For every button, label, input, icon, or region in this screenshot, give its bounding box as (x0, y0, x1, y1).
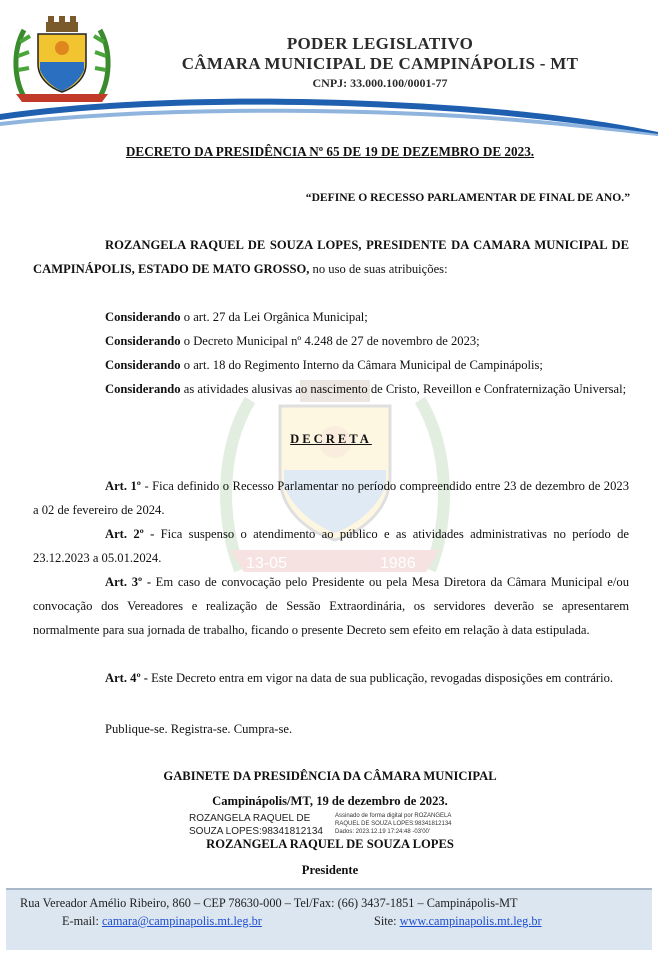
considerando-1 (33, 305, 629, 329)
considerando-text: o art. 18 do Regimento Interno da Câmara Municipal de Campinápolis; (180, 358, 543, 372)
article-label: Art. 3º - (105, 575, 152, 589)
publique-line: Publique-se. Registra-se. Cumpra-se. (105, 722, 293, 736)
decreta-heading: DECRETA (290, 432, 372, 446)
email-label: E-mail: (62, 914, 102, 928)
considerando-label: Considerando (105, 382, 181, 396)
footer-address: Rua Vereador Amélio Ribeiro, 860 – CEP 78630-000 – Tel/Fax: (66) 3437-1851 – Campinápolis-MT (20, 896, 518, 910)
footer-site (374, 914, 542, 929)
article-label: Art. 2º - (105, 527, 155, 541)
decree-ementa: “DEFINE O RECESSO PARLAMENTAR DE FINAL DE ANO.” (305, 191, 630, 204)
header-cnpj: CNPJ: 33.000.100/0001-77 (312, 76, 448, 90)
considerando-label: Considerando (105, 334, 181, 348)
article-label: Art. 4º - (105, 671, 148, 685)
header-chamber-name: CÂMARA MUNICIPAL DE CAMPINÁPOLIS - MT (181, 54, 579, 73)
considerando-text: as atividades alusivas ao nascimento de Cristo, Reveillon e Confraternização Universal; (180, 382, 627, 396)
signature-name-line: SOUZA LOPES:98341812134 (189, 826, 323, 837)
header-swoosh-decoration (0, 92, 658, 136)
site-label: Site: (374, 914, 400, 928)
article-text: Este Decreto entra em vigor na data de sua publicação, revogadas disposições em contrário. (147, 671, 614, 685)
article-2 (33, 522, 629, 570)
decree-title: DECRETO DA PRESIDÊNCIA Nº 65 DE 19 DE DEZEMBRO DE 2023. (125, 144, 535, 159)
article-text: Fica suspenso o atendimento ao público e as atividades administrativas no período de 23.12.2023 a 05.01.2024. (33, 527, 629, 565)
president-role: Presidente (301, 863, 359, 877)
signature-meta-line: Dados: 2023.12.19 17:24:48 -03'00' (335, 829, 431, 835)
signature-name-line: ROZANGELA RAQUEL DE (189, 813, 311, 824)
local-date: Campinápolis/MT, 19 de dezembro de 2023. (212, 794, 448, 808)
gabinete-line: GABINETE DA PRESIDÊNCIA DA CÂMARA MUNICIPAL (163, 769, 497, 783)
considerando-4 (33, 377, 629, 401)
considerando-2 (33, 329, 629, 353)
article-3 (33, 570, 629, 642)
considerando-text: o Decreto Municipal nº 4.248 de 27 de novembro de 2023; (180, 334, 480, 348)
article-text: Em caso de convocação pelo Presidente ou pela Mesa Diretora da Câmara Municipal e/ou convocação dos Vereadores e realização de Sessão Extraordinária, os servidores deverão se apresentarem normalmente para sua jornada de trabalho, ficando o presente Decreto sem efeito em relação à data estipulada. (33, 575, 629, 637)
article-label: Art. 1º (105, 479, 141, 493)
watermark-year-right: 1986 (380, 555, 416, 572)
considerando-label: Considerando (105, 310, 181, 324)
article-text: - Fica definido o Recesso Parlamentar no período compreendido entre 23 de dezembro de 2023 a 02 de fevereiro de 2024. (33, 479, 629, 517)
intro-paragraph (33, 233, 629, 281)
signature-meta-line: Assinado de forma digital por ROZANGELA (335, 813, 452, 819)
article-4 (33, 666, 629, 690)
president-name: ROZANGELA RAQUEL DE SOUZA LOPES (206, 837, 454, 851)
email-link[interactable]: camara@campinapolis.mt.leg.br (101, 914, 262, 928)
footer-email (62, 914, 262, 929)
page-footer (6, 888, 652, 950)
intro-rest: no uso de suas atribuições: (309, 262, 448, 276)
considerando-3 (33, 353, 629, 377)
header-title: PODER LEGISLATIVO (286, 34, 474, 53)
digital-signature-meta (335, 812, 495, 836)
watermark-year-left: 13-05 (246, 555, 287, 572)
intro-bold: ROZANGELA RAQUEL DE SOUZA LOPES, PRESIDENTE DA CAMARA MUNICIPAL DE CAMPINÁPOLIS, ESTADO DE MATO GROSSO, (33, 238, 629, 276)
site-link[interactable]: www.campinapolis.mt.leg.br (399, 914, 542, 928)
signature-meta-line: RAQUEL DE SOUZA LOPES:98341812134 (335, 821, 452, 827)
considerando-text: o art. 27 da Lei Orgânica Municipal; (180, 310, 368, 324)
considerando-label: Considerando (105, 358, 181, 372)
article-1 (33, 474, 629, 522)
